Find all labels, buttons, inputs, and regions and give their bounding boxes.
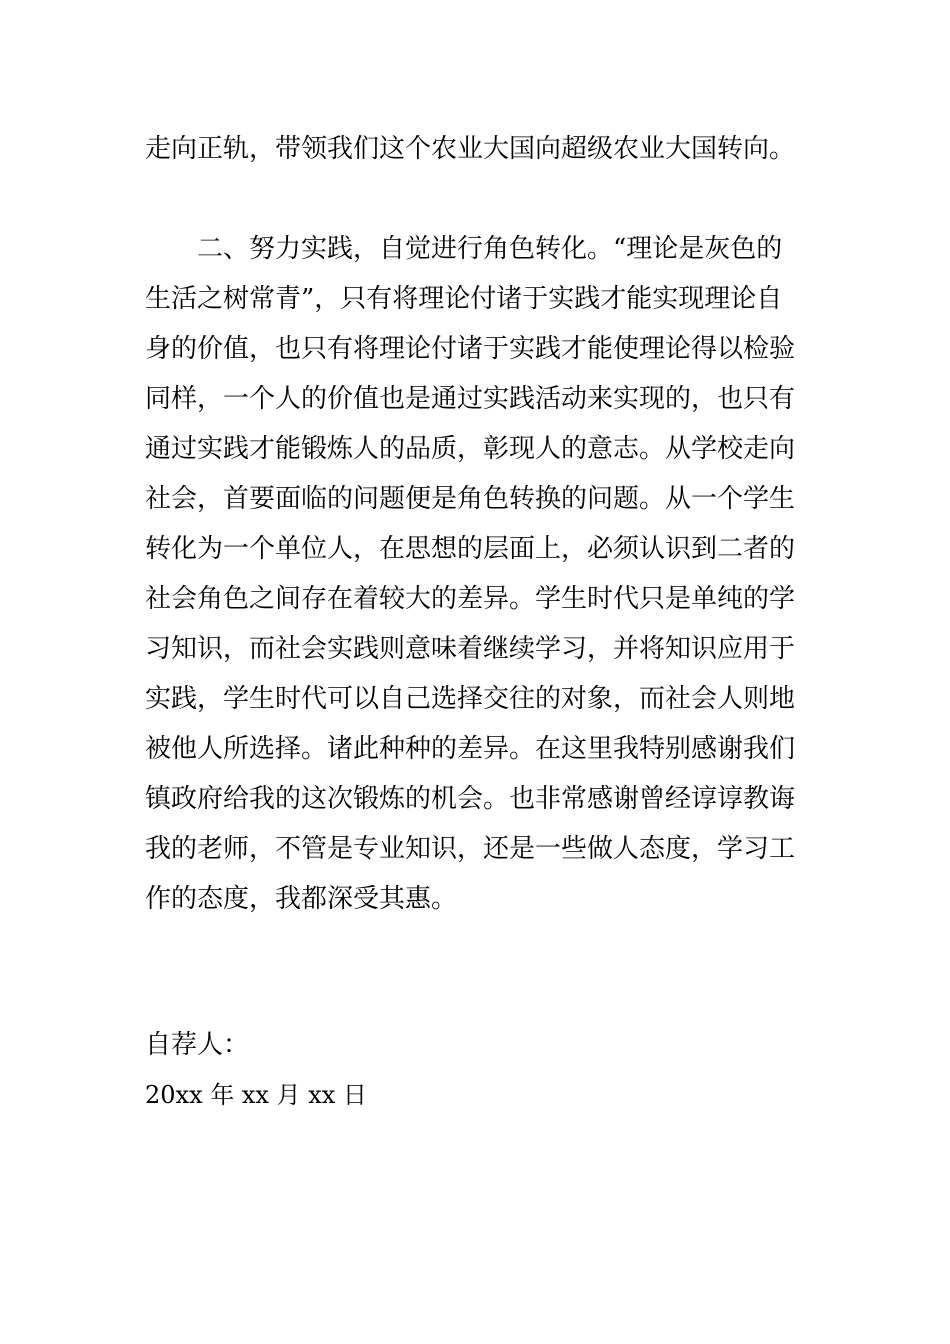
paragraph-2-line-3: 身的价值，也只有将理论付诸于实践才能使理论得以检验 (145, 334, 796, 364)
paragraph-2-line-2: 生活之树常青”，只有将理论付诸于实践才能实现理论自 (145, 284, 783, 314)
paragraph-2-line-9: 习知识，而社会实践则意味着继续学习，并将知识应用于 (145, 634, 796, 664)
paragraph-2-line-8: 社会角色之间存在着较大的差异。学生时代只是单纯的学 (145, 584, 796, 614)
paragraph-2-line-10: 实践，学生时代可以自己选择交往的对象，而社会人则地 (145, 684, 796, 714)
paragraph-2-line-6: 社会，首要面临的问题便是角色转换的问题。从一个学生 (145, 484, 796, 514)
paragraph-2-line-11: 被他人所选择。诸此种种的差异。在这里我特别感谢我们 (145, 734, 796, 764)
paragraph-2-line-5: 通过实践才能锻炼人的品质，彰现人的意志。从学校走向 (145, 434, 796, 464)
paragraph-2-line-7: 转化为一个单位人，在思想的层面上，必须认识到二者的 (145, 534, 796, 564)
paragraph-2-line-4: 同样，一个人的价值也是通过实践活动来实现的，也只有 (145, 384, 796, 414)
paragraph-2-line-1: 二、努力实践，自觉进行角色转化。“理论是灰色的 (197, 234, 783, 264)
signature-label: 自荐人： (145, 1030, 250, 1060)
paragraph-2-line-13: 我的老师，不管是专业知识，还是一些做人态度，学习工 (145, 834, 796, 864)
paragraph-1-line-1: 走向正轨，带领我们这个农业大国向超级农业大国转向。 (145, 134, 796, 164)
signature-date: 20xx 年 xx 月 xx 日 (145, 1081, 367, 1109)
paragraph-2-line-14: 作的态度，我都深受其惠。 (145, 884, 458, 914)
paragraph-2-line-12: 镇政府给我的这次锻炼的机会。也非常感谢曾经谆谆教诲 (145, 784, 796, 814)
